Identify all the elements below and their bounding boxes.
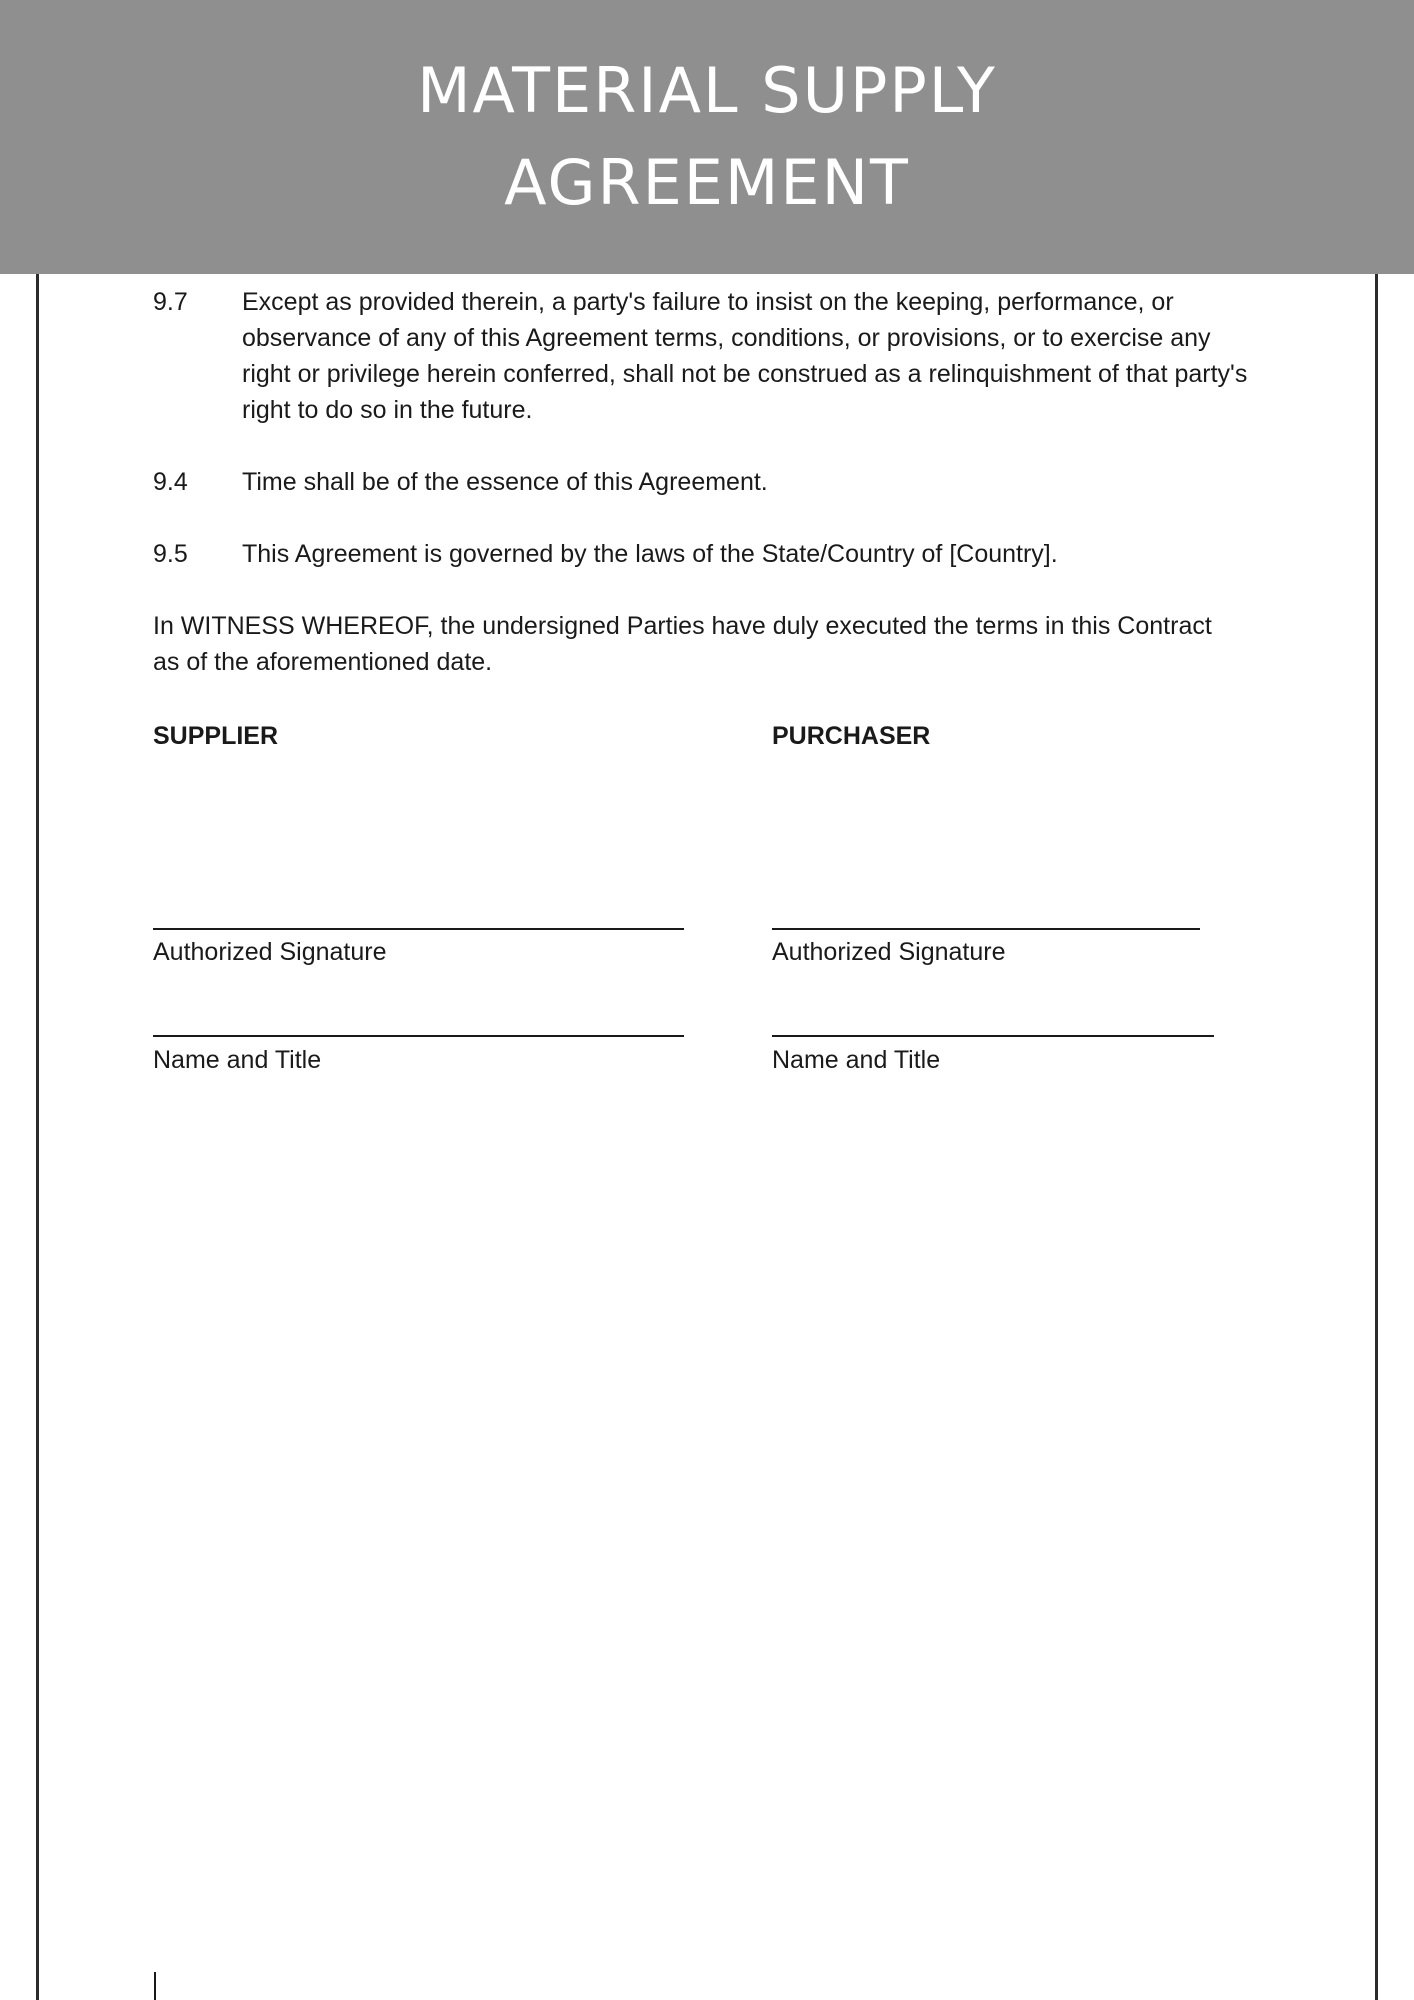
clause-9-5 [153, 536, 1252, 572]
clause-text: Time shall be of the essence of this Agreement. [242, 468, 768, 496]
supplier-signature-label: Authorized Signature [153, 938, 387, 966]
supplier-name-line [153, 1035, 684, 1037]
clause-9-7 [153, 284, 1252, 428]
document-title [417, 45, 997, 229]
clause-number: 9.4 [153, 468, 188, 496]
document-page-frame [36, 274, 1378, 2000]
clause-text: Except as provided therein, a party's failure to insist on the keeping, performance, or observance of any of this Agreement terms, conditions, or provisions, or to exercise any right or privilege herein conferred, shall not be construed as a relinquishment of that party's right to do so in the future. [242, 288, 1248, 424]
purchaser-signature-line [772, 928, 1200, 930]
purchaser-signature-label: Authorized Signature [772, 938, 1006, 966]
supplier-name-label: Name and Title [153, 1046, 322, 1074]
clause-number: 9.5 [153, 540, 188, 568]
purchaser-heading: PURCHASER [772, 722, 931, 750]
text-cursor [154, 1972, 156, 2000]
title-banner [0, 0, 1414, 274]
supplier-signature-line [153, 928, 684, 930]
purchaser-name-line [772, 1035, 1214, 1037]
clause-text: This Agreement is governed by the laws of the State/Country of [Country]. [242, 540, 1058, 568]
document-title-line-2: AGREEMENT [504, 146, 910, 219]
clause-number: 9.7 [153, 288, 188, 316]
supplier-heading: SUPPLIER [153, 722, 279, 750]
witness-paragraph: In WITNESS WHEREOF, the undersigned Parties have duly executed the terms in this Contract as of the aforementioned date. [153, 612, 1212, 676]
clause-9-4 [153, 464, 1252, 500]
document-title-line-1: MATERIAL SUPPLY [417, 54, 997, 127]
purchaser-name-label: Name and Title [772, 1046, 941, 1074]
